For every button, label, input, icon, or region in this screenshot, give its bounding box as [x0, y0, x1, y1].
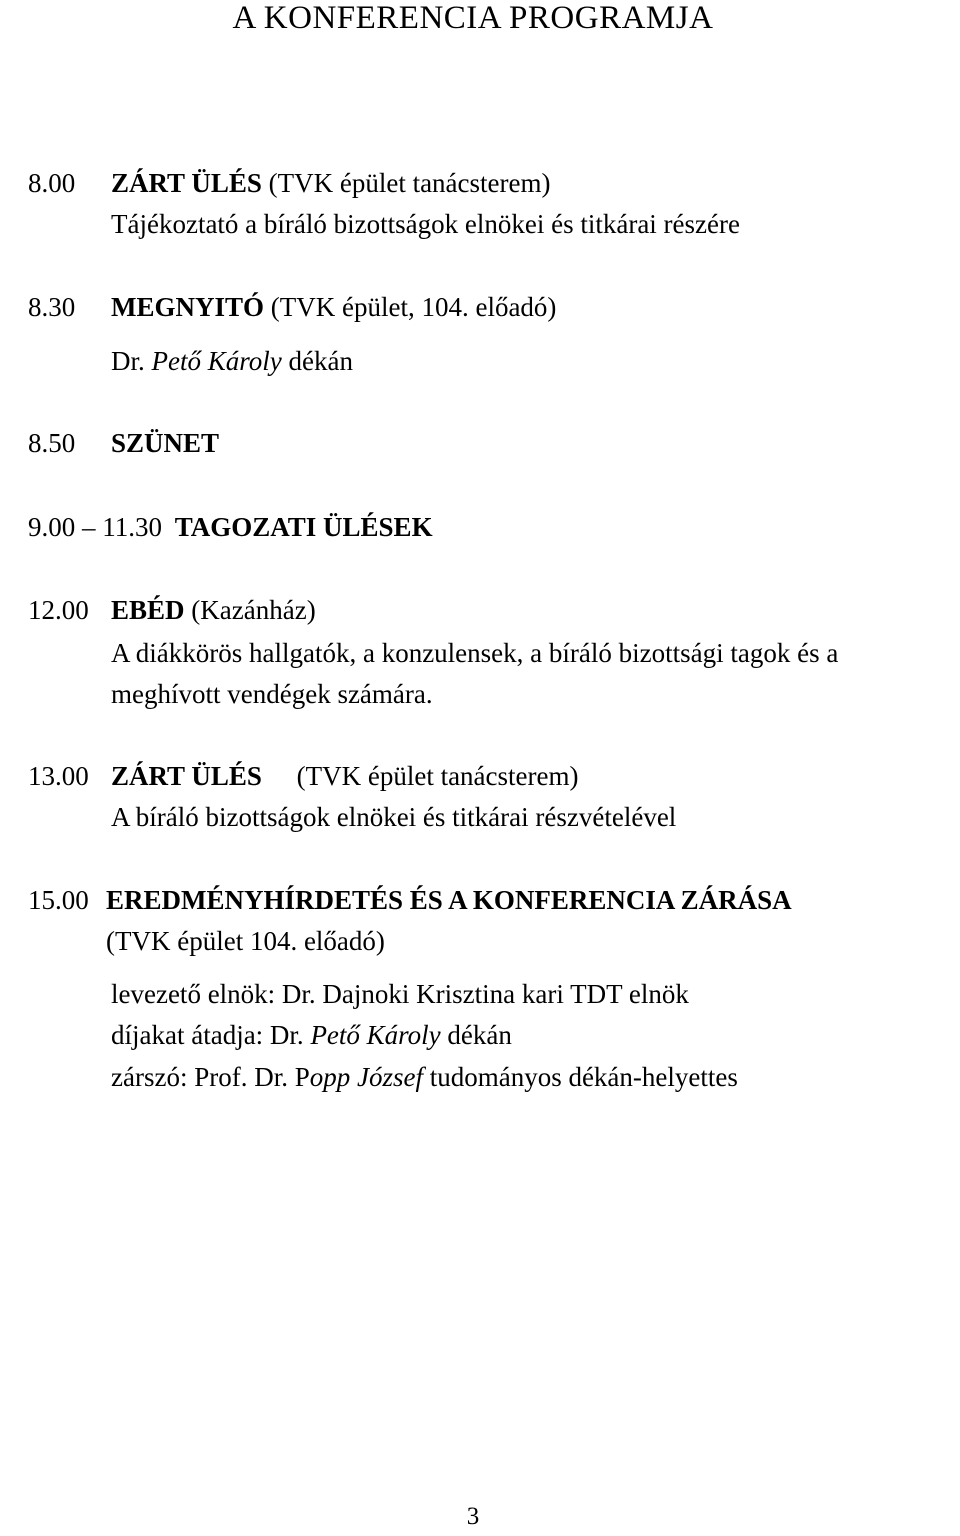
item-8-30-speaker [111, 348, 353, 375]
item-8-00-detail: Tájékoztató a bíráló bizottságok elnökei és titkárai részére [111, 209, 740, 239]
item-12-00-location: (Kazánház) [191, 595, 316, 625]
item-12-00-detail-1: A diákkörös hallgatók, a konzulensek, a bíráló bizottsági tagok és a [111, 638, 839, 668]
time-13-00: 13.00 [28, 761, 89, 791]
item-13-00-heading: ZÁRT ÜLÉS [111, 761, 262, 791]
item-15-00-heading: EREDMÉNYHÍRDETÉS ÉS A KONFERENCIA ZÁRÁSA [106, 885, 792, 915]
speaker-role: dékán [288, 346, 353, 376]
time-9-00-11-30: 9.00 – 11.30 [28, 512, 162, 542]
item-12-00-detail-2: meghívott vendégek számára. [111, 679, 433, 709]
item-13-00-detail: A bíráló bizottságok elnökei és titkárai részvételével [111, 802, 677, 832]
item-13-00-header [111, 763, 579, 790]
role-closing-label: zárszó: Prof. Dr. P [111, 1062, 310, 1092]
item-12-00-heading: EBÉD [111, 595, 185, 625]
time-15-00: 15.00 [28, 885, 89, 915]
item-12-00-header [111, 597, 316, 624]
role-closing [111, 1064, 738, 1091]
page-title: A KONFERENCIA PROGRAMJA [232, 0, 714, 36]
role-chair-label: levezető elnök: Dr. Dajnoki Krisztina [111, 979, 516, 1009]
item-8-50-heading: SZÜNET [111, 428, 220, 458]
role-awards [111, 1022, 512, 1049]
speaker-name: Pető Károly [151, 346, 282, 376]
role-closing-title: tudományos dékán-helyettes [429, 1062, 738, 1092]
role-awards-name: Pető Károly [310, 1020, 441, 1050]
time-8-00: 8.00 [28, 168, 76, 198]
role-chair-title: kari TDT elnök [521, 979, 689, 1009]
item-8-30-heading: MEGNYITÓ [111, 292, 265, 322]
role-chair [111, 981, 689, 1008]
item-9-00-header [28, 514, 433, 541]
item-8-00-location: (TVK épület tanácsterem) [268, 168, 551, 198]
role-awards-title: dékán [447, 1020, 512, 1050]
item-9-00-heading: TAGOZATI ÜLÉSEK [174, 512, 433, 542]
item-15-00-location: (TVK épület 104. előadó) [106, 926, 385, 956]
page-number: 3 [466, 1503, 480, 1530]
item-8-30-header [111, 294, 556, 321]
item-13-00-location: (TVK épület tanácsterem) [296, 761, 579, 791]
item-8-00-header [111, 170, 551, 197]
role-awards-label: díjakat átadja: Dr. [111, 1020, 304, 1050]
item-8-30-location: (TVK épület, 104. előadó) [270, 292, 557, 322]
time-8-50: 8.50 [28, 428, 76, 458]
time-12-00: 12.00 [28, 595, 89, 625]
item-8-00-heading: ZÁRT ÜLÉS [111, 168, 262, 198]
speaker-prefix: Dr. [111, 346, 145, 376]
time-8-30: 8.30 [28, 292, 76, 322]
role-closing-name: opp József [309, 1062, 423, 1092]
